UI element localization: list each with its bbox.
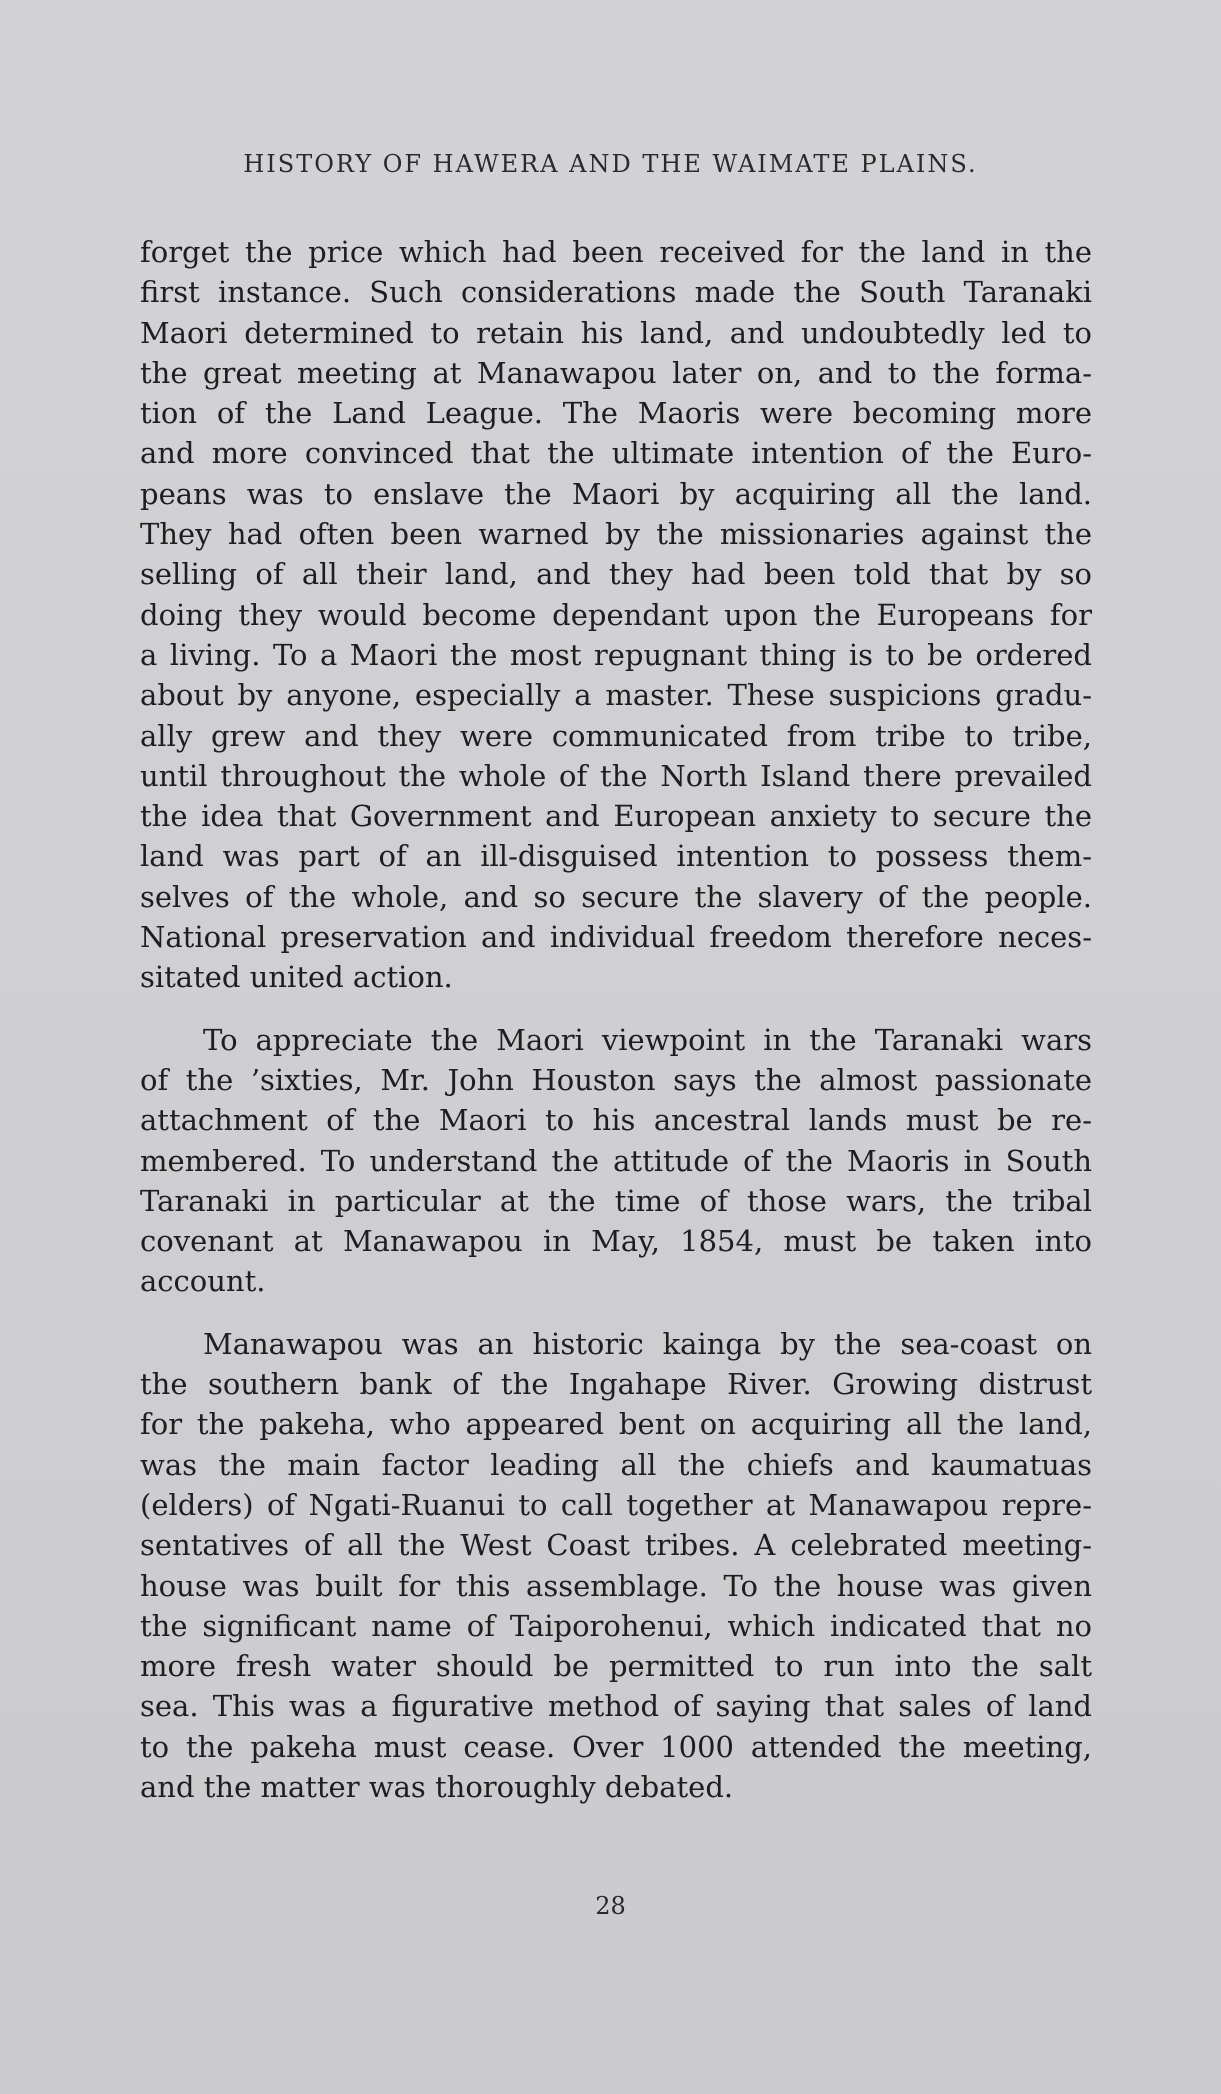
text-line: was the main factor leading all the chiefs and kaumatuas: [140, 1447, 1092, 1482]
text-line: sentatives of all the West Coast tribes. A celebrated meeting-: [140, 1528, 1092, 1563]
text-line: peans was to enslave the Maori by acquiring all the land.: [140, 476, 1092, 511]
text-line: first instance. Such considerations made the South Taranaki: [140, 275, 1092, 310]
running-head: HISTORY OF HAWERA AND THE WAIMATE PLAINS.: [243, 150, 978, 178]
text-line: a living. To a Maori the most repugnant thing is to be ordered: [140, 637, 1092, 672]
text-line: land was part of an ill-disguised intention to possess them-: [140, 839, 1092, 874]
text-line: the great meeting at Manawapou later on, and to the forma-: [140, 355, 1092, 390]
text-line: the idea that Government and European anxiety to secure the: [140, 799, 1092, 834]
text-line: sitated united action.: [140, 960, 453, 995]
page-number: 28: [595, 1892, 626, 1920]
text-line: of the ’sixties, Mr. John Houston says the almost passionate: [140, 1062, 1092, 1097]
text-line: until throughout the whole of the North Island there prevailed: [140, 758, 1092, 793]
text-line: about by anyone, especially a master. These suspicions gradu-: [140, 678, 1092, 713]
text-line: National preservation and individual freedom therefore neces-: [140, 920, 1092, 955]
text-line: sea. This was a figurative method of saying that sales of land: [140, 1689, 1092, 1724]
text-line: Taranaki in particular at the time of those wars, the tribal: [140, 1183, 1092, 1218]
text-line: To appreciate the Maori viewpoint in the Taranaki wars: [203, 1022, 1092, 1057]
paragraph-3: [140, 1324, 1092, 1808]
text-line: They had often been warned by the missionaries against the: [140, 517, 1092, 552]
text-line: the southern bank of the Ingahape River. Growing distrust: [140, 1367, 1092, 1402]
text-line: account.: [140, 1264, 266, 1299]
paragraph-2: [140, 1020, 1092, 1302]
text-line: Manawapou was an historic kainga by the sea-coast on: [203, 1326, 1092, 1361]
text-line: tion of the Land League. The Maoris were becoming more: [140, 396, 1092, 431]
text-line: Maori determined to retain his land, and undoubtedly led to: [140, 315, 1092, 350]
text-line: selling of all their land, and they had been told that by so: [140, 557, 1092, 592]
text-line: to the pakeha must cease. Over 1000 attended the meeting,: [140, 1729, 1092, 1764]
text-line: doing they would become dependant upon the Europeans for: [140, 597, 1092, 632]
text-line: more fresh water should be permitted to run into the salt: [140, 1649, 1092, 1684]
text-line: membered. To understand the attitude of the Maoris in South: [140, 1143, 1092, 1178]
text-line: the significant name of Taiporohenui, which indicated that no: [140, 1608, 1092, 1643]
text-line: house was built for this assemblage. To the house was given: [140, 1568, 1092, 1603]
text-line: forget the price which had been received for the land in the: [140, 235, 1092, 269]
text-line: selves of the whole, and so secure the slavery of the people.: [140, 879, 1092, 914]
text-line: covenant at Manawapou in May, 1854, must be taken into: [140, 1224, 1092, 1259]
text-line: for the pakeha, who appeared bent on acquiring all the land,: [140, 1407, 1092, 1442]
body-text: [140, 232, 1092, 1829]
text-line: (elders) of Ngati-Ruanui to call together at Manawapou repre-: [140, 1487, 1092, 1522]
text-line: attachment of the Maori to his ancestral lands must be re-: [140, 1103, 1092, 1138]
text-line: and the matter was thoroughly debated.: [140, 1769, 734, 1804]
paragraph-1: [140, 232, 1092, 998]
text-line: and more convinced that the ultimate intention of the Euro-: [140, 436, 1092, 471]
text-line: ally grew and they were communicated from tribe to tribe,: [140, 718, 1092, 753]
